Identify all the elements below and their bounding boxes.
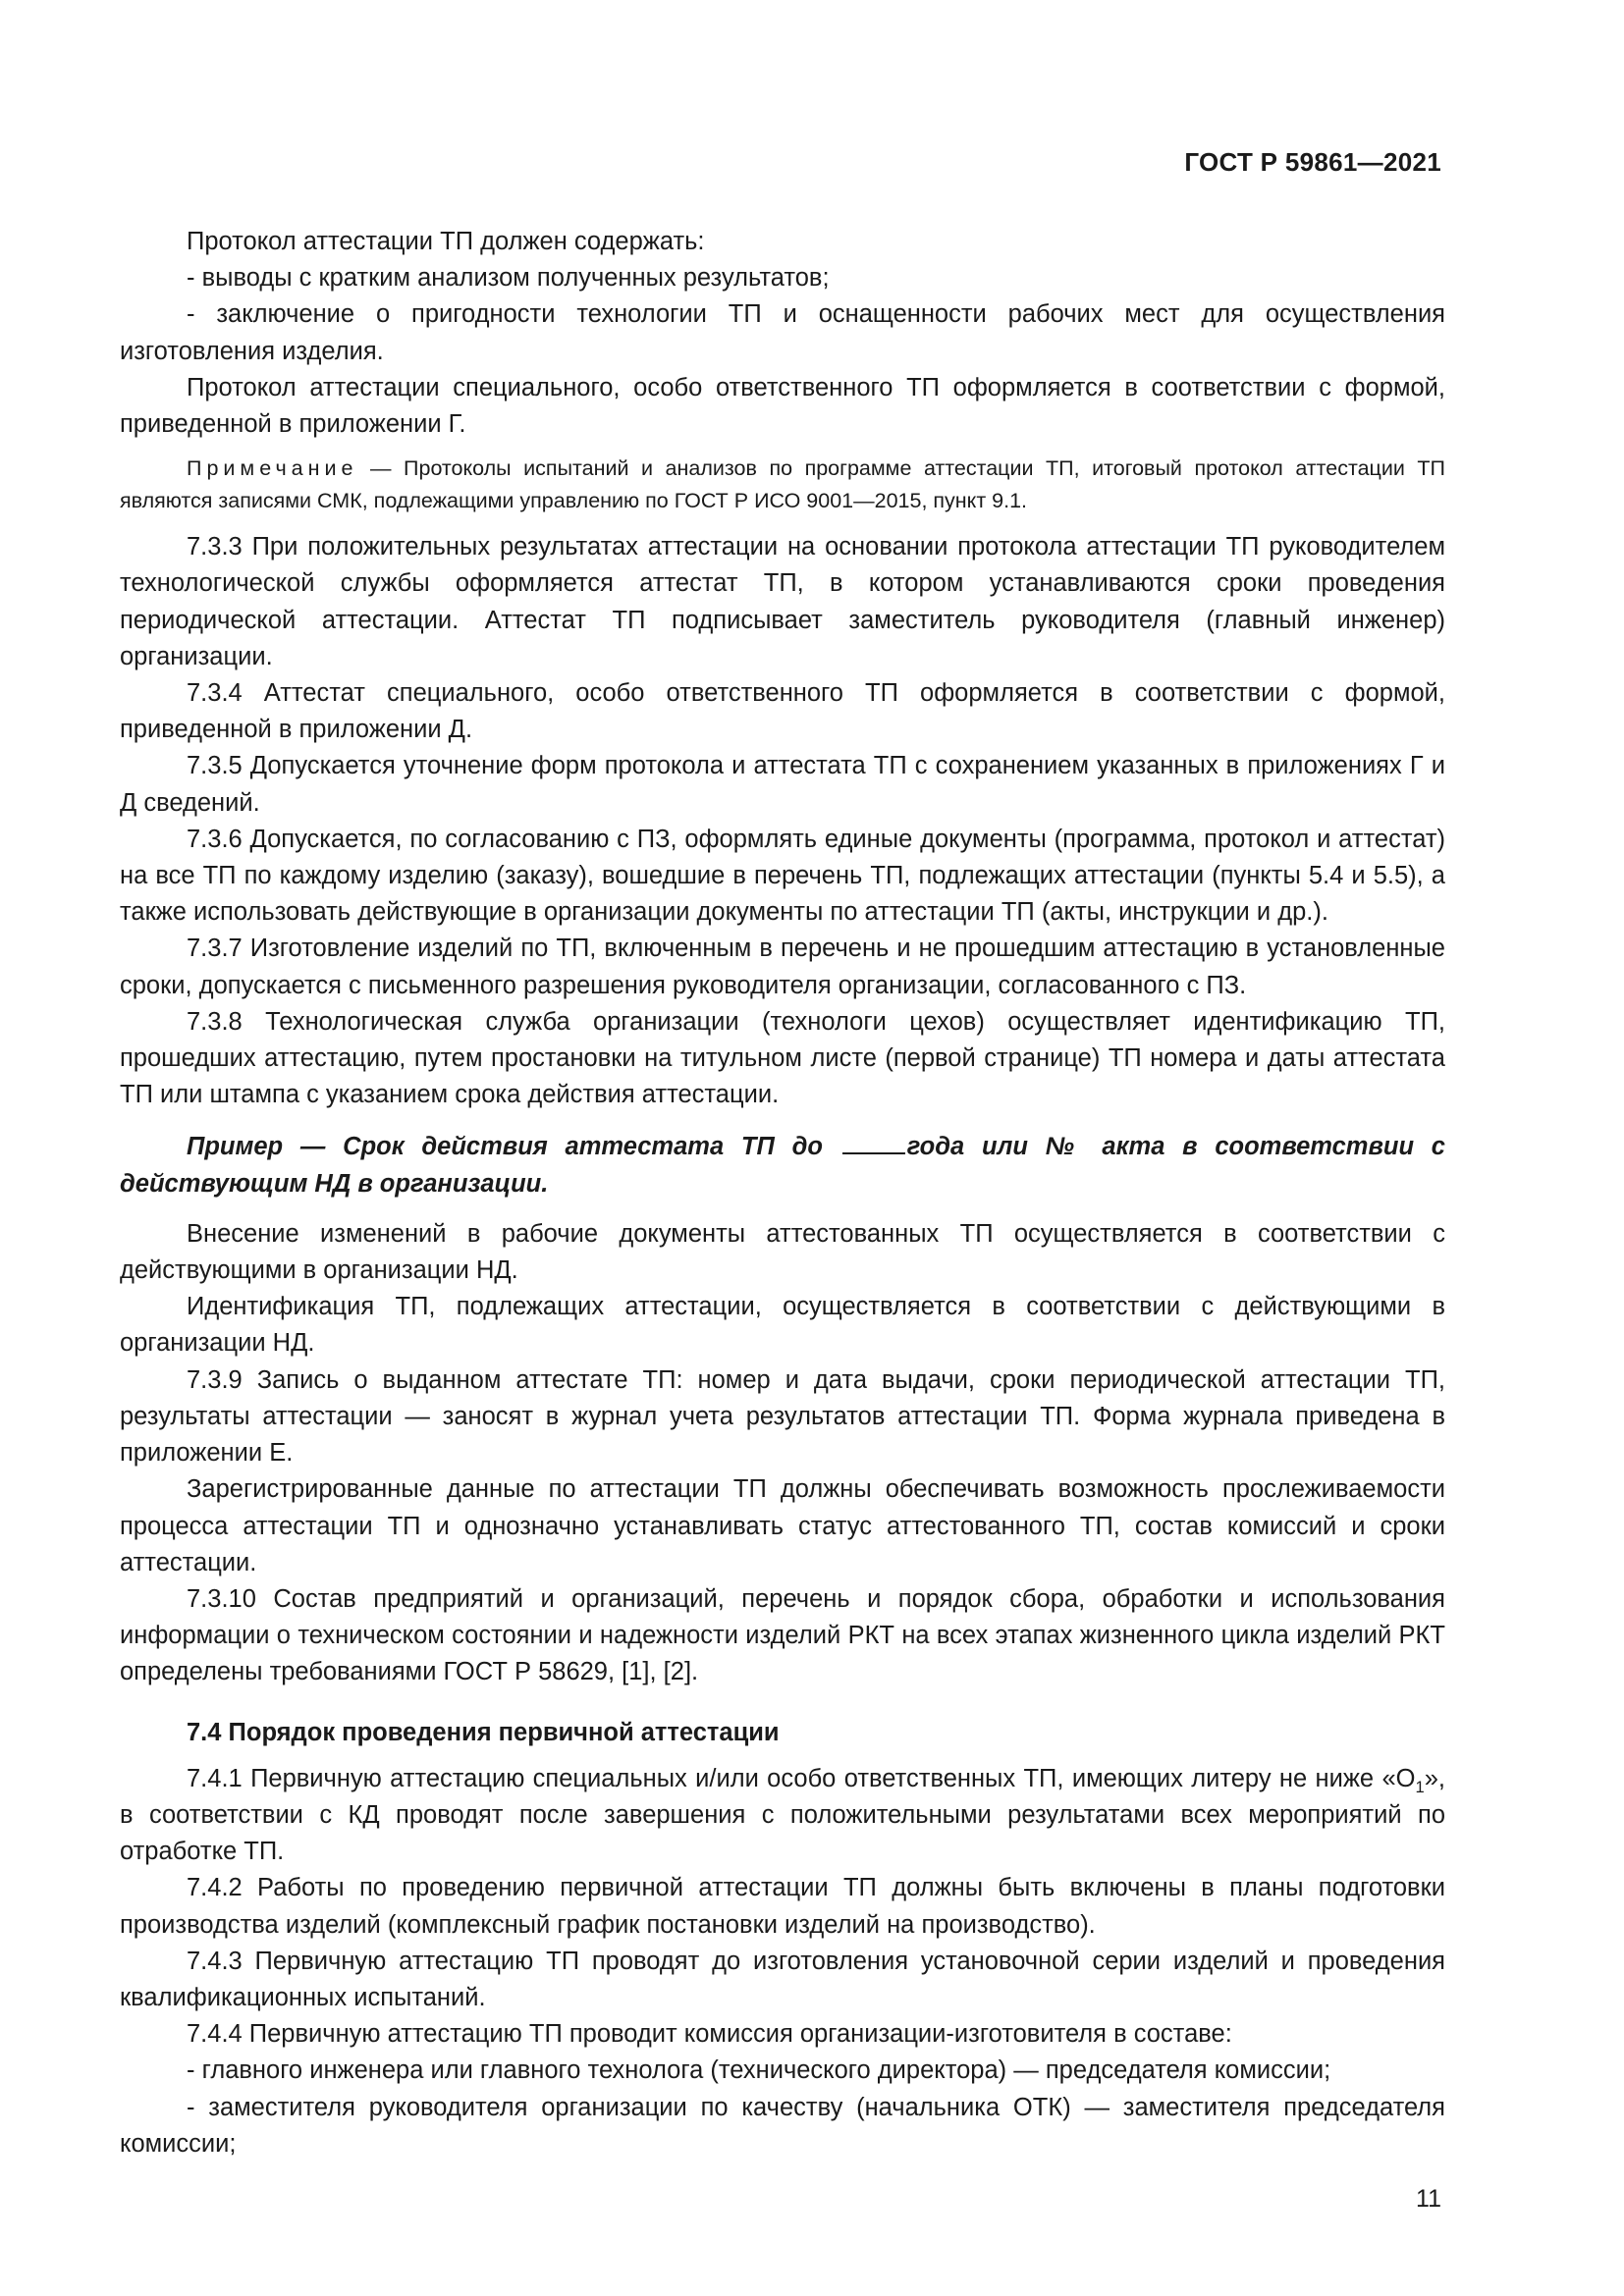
- standard-header: ГОСТ Р 59861—2021: [1184, 147, 1441, 177]
- note-paragraph: [120, 453, 1445, 517]
- paragraph-protocol-form: Протокол аттестации специального, особо ответственного ТП оформляется в соответствии с формой, приведенной в приложении Г.: [120, 373, 1445, 439]
- clause-7-3-7: 7.3.7 Изготовление изделий по ТП, включенным в перечень и не прошедшим аттестацию в установленные сроки, допускается с письменного разрешения руководителя организации, согласованного с ПЗ.: [120, 934, 1445, 999]
- example-text-start: Пример — Срок действия аттестата ТП до: [187, 1133, 840, 1161]
- note-label: Примечание: [187, 456, 358, 481]
- list-item-chief-engineer: - главного инженера или главного технолога (технического директора) — председателя комиссии;: [187, 2056, 1331, 2085]
- clause-7-4-4: 7.4.4 Первичную аттестацию ТП проводит комиссия организации-изготовителя в составе:: [187, 2020, 1232, 2049]
- list-item-deputy-quality: - заместителя руководителя организации по качеству (начальника ОТК) — заместителя председателя комиссии;: [120, 2093, 1445, 2158]
- document-body: [120, 224, 1445, 2163]
- list-item-conclusions: - выводы с кратким анализом полученных результатов;: [187, 264, 830, 293]
- clause-7-4-3: 7.4.3 Первичную аттестацию ТП проводят до изготовления установочной серии изделий и проведения квалификационных испытаний.: [120, 1947, 1445, 2011]
- clause-7-3-10: 7.3.10 Состав предприятий и организаций, перечень и порядок сбора, обработки и использования информации о техническом состоянии и надежности изделий РКТ на всех этапах жизненного цикла изделий РКТ определены требованиями ГОСТ Р 58629, [1], [2].: [120, 1584, 1445, 1686]
- paragraph-protocol-content: Протокол аттестации ТП должен содержать:: [187, 228, 705, 255]
- paragraph-changes: Внесение изменений в рабочие документы аттестованных ТП осуществляется в соответствии с действующими в организации НД.: [120, 1219, 1445, 1285]
- subscript-1: 1: [1415, 1777, 1425, 1796]
- note-text: — Протоколы испытаний и анализов по программе аттестации ТП, итоговый протокол аттестации ТП являются записями СМК, подлежащими управлению по ГОСТ Р ИСО 9001—2015, пункт 9.1.: [120, 456, 1445, 513]
- page-number: 11: [1416, 2185, 1441, 2213]
- clause-7-4-1-start: 7.4.1 Первичную аттестацию специальных и/или особо ответственных ТП, имеющих литеру не ниже «О: [187, 1764, 1416, 1792]
- clause-7-4-1-end: », в соответствии с КД проводят после завершения с положительными результатами всех мероприятий по отработке ТП.: [120, 1764, 1445, 1866]
- example-paragraph: [120, 1129, 1445, 1201]
- paragraph-identification: Идентификация ТП, подлежащих аттестации, осуществляется в соответствии с действующими в организации НД.: [120, 1293, 1445, 1358]
- clause-7-3-6: 7.3.6 Допускается, по согласованию с ПЗ, оформлять единые документы (программа, протокол и аттестат) на все ТП по каждому изделию (заказу), вошедшие в перечень ТП, подлежащих аттестации (пункты 5.4 и 5.5), а также использовать действующие в организации документы по аттестации ТП (акты, инструкции и др.).: [120, 825, 1445, 927]
- clause-7-3-4: 7.3.4 Аттестат специального, особо ответственного ТП оформляется в соответствии с формой, приведенной в приложении Д.: [120, 679, 1445, 744]
- clause-7-4-2: 7.4.2 Работы по проведению первичной аттестации ТП должны быть включены в планы подготовки производства изделий (комплексный график постановки изделий на производство).: [120, 1874, 1445, 1939]
- clause-7-3-8: 7.3.8 Технологическая служба организации (технологи цехов) осуществляет идентификацию ТП, прошедших аттестацию, путем простановки на титульном листе (первой странице) ТП номера и даты аттестата ТП или штампа с указанием срока действия аттестации.: [120, 1007, 1445, 1109]
- blank-line: [842, 1129, 905, 1154]
- clause-7-4-1: [120, 1761, 1445, 1871]
- example-text-end: года или № акта в соответствии с действующим НД в организации.: [120, 1133, 1445, 1198]
- clause-7-3-9: 7.3.9 Запись о выданном аттестате ТП: номер и дата выдачи, сроки периодической аттестации ТП, результаты аттестации — заносят в журнал учета результатов аттестации ТП. Форма журнала приведена в приложении Е.: [120, 1365, 1445, 1468]
- clause-7-3-5: 7.3.5 Допускается уточнение форм протокола и аттестата ТП с сохранением указанных в приложениях Г и Д сведений.: [120, 752, 1445, 817]
- clause-7-3-3: 7.3.3 При положительных результатах аттестации на основании протокола аттестации ТП руководителем технологической службы оформляется аттестат ТП, в котором устанавливаются сроки проведения периодической аттестации. Аттестат ТП подписывает заместитель руководителя (главный инженер) организации.: [120, 533, 1445, 670]
- section-heading-7-4: 7.4 Порядок проведения первичной аттестации: [187, 1718, 780, 1746]
- paragraph-registered-data: Зарегистрированные данные по аттестации ТП должны обеспечивать возможность прослеживаемости процесса аттестации ТП и однозначно устанавливать статус аттестованного ТП, состав комиссий и сроки аттестации.: [120, 1475, 1445, 1576]
- list-item-suitability: - заключение о пригодности технологии ТП и оснащенности рабочих мест для осуществления изготовления изделия.: [120, 300, 1445, 365]
